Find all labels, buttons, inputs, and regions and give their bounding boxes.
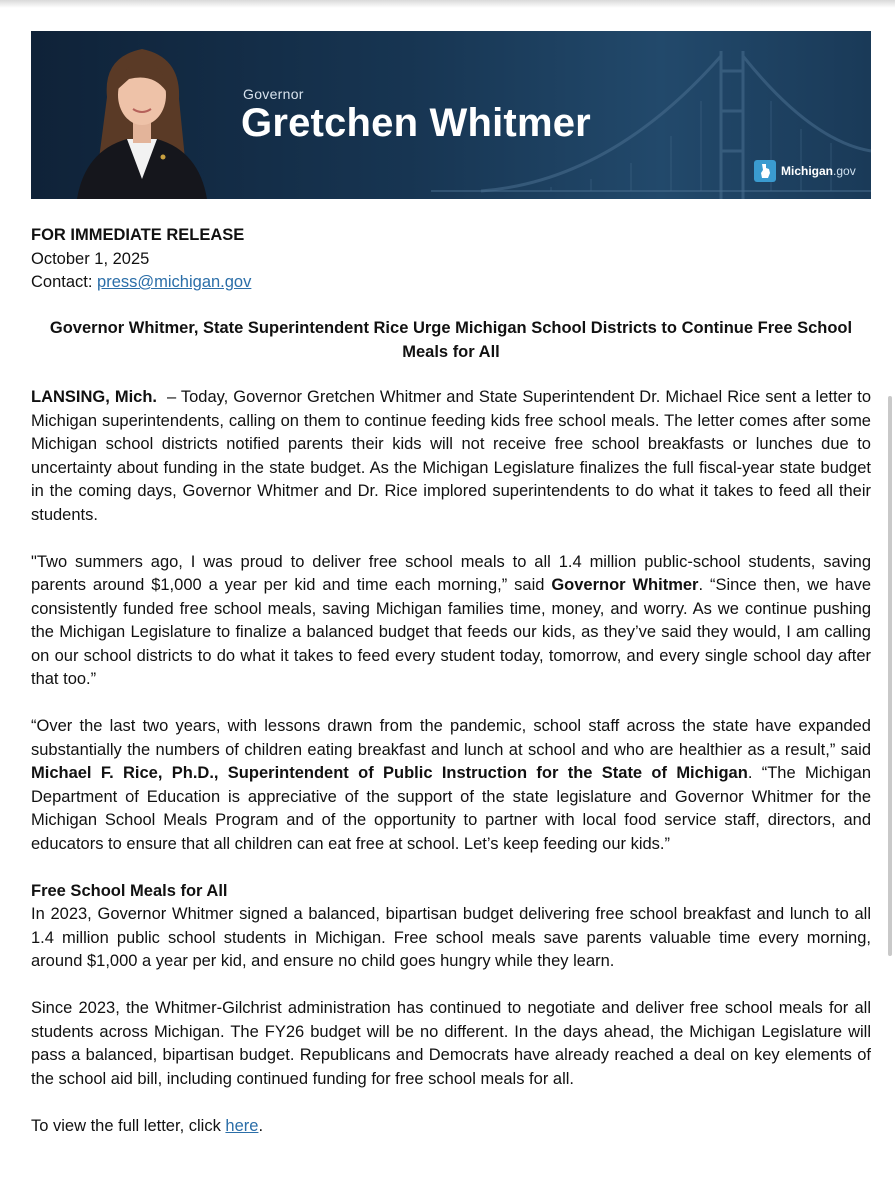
paragraph-whitmer-quote — [31, 551, 871, 692]
site-suffix: .gov — [833, 164, 856, 178]
quote2-speaker: Michael F. Rice, Ph.D., Superintendent of Public Instruction for the State of Michigan — [31, 764, 748, 782]
release-body — [31, 386, 871, 1138]
governor-label: Governor — [243, 86, 304, 102]
paragraph-rice-quote — [31, 715, 871, 856]
quote1-speaker: Governor Whitmer — [551, 576, 699, 594]
closing-text: To view the full letter, click — [31, 1116, 226, 1135]
dateline: LANSING, Mich. — [31, 388, 157, 406]
michigan-map-icon — [754, 160, 776, 182]
release-label: FOR IMMEDIATE RELEASE — [31, 226, 245, 244]
contact-email-link[interactable]: press@michigan.gov — [97, 273, 252, 291]
release-header — [31, 224, 861, 295]
quote2-end: . “The Michigan Department of Education is appreciative of the support of the state legislature and Governor Whitmer for the Michigan School Meals Program and of the opportunity to partner with local food service staff, directors, and educators to ensure that all children can eat free at school. Let’s keep feeding our kids.” — [31, 764, 871, 853]
press-release-headline: Governor Whitmer, State Superintendent Rice Urge Michigan School Districts to Continue Free School Meals for All — [49, 319, 853, 361]
section-heading: Free School Meals for All — [31, 881, 228, 900]
quote1-end: . “Since then, we have consistently funded free school meals, saving Michigan families time, money, and worry. As we continue pushing the Michigan Legislature to finalize a balanced budget that feeds our kids, as they’ve said they would, I am calling on our school districts to do what it takes to feed every student today, tomorrow, and every single school day after that too.” — [31, 576, 871, 688]
paragraph-closing — [31, 1115, 871, 1139]
scrollbar[interactable] — [888, 396, 892, 956]
quote1-start: "Two summers ago, I was proud to deliver free school meals to all 1.4 million public-school students, saving parents around $1,000 a year per kid and time each morning,” said — [31, 552, 871, 594]
intro-text: – Today, Governor Gretchen Whitmer and State Superintendent Dr. Michael Rice sent a letter to Michigan superintendents, calling on them to continue feeding kids free school meals. The letter comes after some Michigan school districts notified parents their kids will not receive free school breakfasts or lunches due to uncertainty about funding in the state budget. As the Michigan Legislature finalizes the full fiscal-year state budget in the coming days, Governor Whitmer and Dr. Rice implored superintendents to do what it takes to feed all their students. — [31, 388, 871, 524]
michigan-gov-text — [781, 164, 856, 178]
paragraph-fy26-budget: Since 2023, the Whitmer-Gilchrist administration has continued to negotiate and deliver free school meals for all students across Michigan. The FY26 budget will be no different. In the days ahead, the Michigan Legislature will pass a balanced, bipartisan budget. Republicans and Democrats have already reached a deal on key elements of the school aid bill, including continued funding for free school meals for all. — [31, 999, 871, 1088]
header-banner — [31, 31, 871, 199]
governor-name: Gretchen Whitmer — [241, 101, 591, 145]
closing-end: . — [258, 1116, 264, 1135]
site-brand: Michigan — [781, 164, 834, 178]
full-letter-link[interactable]: here — [225, 1116, 259, 1135]
paragraph-2023-budget: In 2023, Governor Whitmer signed a balanced, bipartisan budget delivering free school breakfast and lunch to all 1.4 million public school students in Michigan. Free school meals save parents valuable time every morning, around $1,000 a year per kid, and ensure no child goes hungry while they learn. — [31, 905, 871, 970]
michigan-gov-logo[interactable] — [754, 159, 856, 183]
quote2-start: “Over the last two years, with lessons drawn from the pandemic, school staff across the state have expanded substantially the numbers of children eating breakfast and lunch at school and who are healthier as a result,” said — [31, 717, 871, 759]
paragraph-intro — [31, 386, 871, 527]
contact-label: Contact: — [31, 273, 93, 291]
contact-line — [31, 271, 861, 295]
governor-portrait — [67, 39, 217, 199]
top-strip — [0, 0, 895, 8]
release-date: October 1, 2025 — [31, 249, 150, 268]
